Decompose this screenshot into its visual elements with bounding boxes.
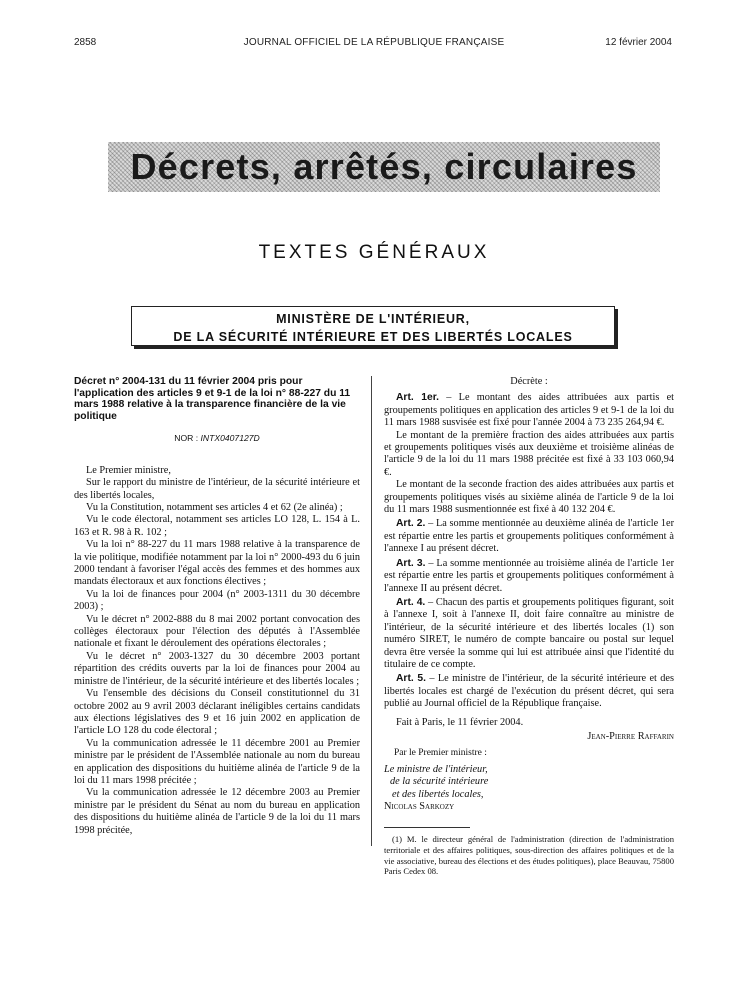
nor-reference	[74, 432, 360, 444]
ministry-box	[131, 306, 615, 346]
preamble-paragraph: Vu le code électoral, notamment ses articles LO 128, L. 154 à L. 163 et R. 98 à R. 102 ;	[74, 514, 360, 538]
article-label: Art. 5.	[396, 673, 426, 685]
preamble-paragraph: Vu le décret n° 2002-888 du 8 mai 2002 portant convocation des collèges électoraux pour l'élection des députés à l'Assemblée nationale et fixant le déroulement des opérations électorales ;	[74, 613, 360, 650]
minister-title-line: et des libertés locales,	[392, 788, 484, 800]
ministry-line-1: MINISTÈRE DE L'INTÉRIEUR,	[276, 312, 470, 326]
signing-place-date: Fait à Paris, le 11 février 2004.	[396, 716, 524, 728]
footnote-rule	[384, 827, 470, 828]
minister-signature: Nicolas Sarkozy	[384, 801, 455, 812]
journal-title: JOURNAL OFFICIEL DE LA RÉPUBLIQUE FRANÇAISE	[243, 37, 505, 48]
article-text: – Le ministre de l'intérieur, de la sécurité intérieure et des libertés locales est chargé de l'exécution du présent décret, qui sera publié au Journal officiel de la République française.	[384, 673, 675, 710]
decrete-heading: Décrète :	[510, 376, 548, 387]
article-text: – La somme mentionnée au deuxième alinéa de l'article 1er est répartie entre les partis et groupements politiques conformément à l'annexe I au présent décret.	[384, 518, 675, 555]
preamble-paragraph: Vu la communication adressée le 11 décembre 2001 au Premier ministre par le président de l'Assemblée nationale au nom du bureau en application des dispositions du huitième alinéa de l'article 9 de la loi du 11 mars 1998 précitée ;	[74, 737, 360, 786]
running-header	[0, 33, 748, 49]
article-1-paragraph-3: Le montant de la seconde fraction des aides attribuées aux partis et groupements politiques visés au sixième alinéa de l'article 9 de la loi du 11 mars 1988 susmentionnée est fixé à 40 132 204 €.	[384, 479, 674, 516]
preamble-paragraph: Vu la loi de finances pour 2004 (n° 2003-1311 du 30 décembre 2003) ;	[74, 588, 360, 613]
article-1-paragraph-2: Le montant de la première fraction des aides attribuées aux partis et groupements politiques visés aux deuxième et troisième alinéas de l'article 9 de la loi du 11 mars 1988 précitée est fixé à 33 103 060,94 €.	[384, 429, 674, 478]
preamble-paragraph: Vu la loi n° 88-227 du 11 mars 1988 relative à la transparence de la vie politique, modifiée notamment par la loi n° 2000-493 du 6 juin 2000 tendant à favoriser l'égal accès des femmes et des hommes aux mandats électoraux et aux fonctions électives ;	[74, 539, 360, 588]
issue-date: 12 février 2004	[605, 37, 672, 48]
preamble-paragraph: Le Premier ministre,	[86, 464, 171, 476]
article-4	[384, 597, 674, 671]
article-1	[384, 392, 674, 429]
countersign-label: Par le Premier ministre :	[394, 748, 487, 759]
minister-title-line: Le ministre de l'intérieur,	[384, 763, 488, 775]
section-banner	[108, 142, 660, 192]
left-column	[74, 376, 360, 837]
article-label: Art. 3.	[396, 557, 426, 569]
article-label: Art. 4.	[396, 596, 426, 608]
footnote: (1) M. le directeur général de l'administration (direction de l'administration territoriale et des affaires politiques, sous-direction des affaires politiques et de la vie associative, bureau des élections et des études politiques), place Beauvau, 75800 Paris Cedex 08.	[384, 834, 674, 877]
page-number: 2858	[74, 37, 97, 48]
preamble-paragraph: Vu la communication adressée le 12 décembre 2003 au Premier ministre par le président du Sénat au nom du bureau en application des dispositions du huitième alinéa de l'article 9 de la loi du 11 mars 1998 précitée,	[74, 787, 360, 836]
preamble-paragraph: Sur le rapport du ministre de l'intérieur, de la sécurité intérieure et des libertés locales,	[74, 477, 360, 501]
article-2	[384, 518, 674, 555]
article-3	[384, 558, 674, 595]
prime-minister-signature: Jean-Pierre Raffarin	[587, 730, 674, 742]
preamble-paragraph: Vu la Constitution, notamment ses articles 4 et 62 (2e alinéa) ;	[86, 502, 343, 513]
preamble-paragraph: Vu le décret n° 2003-1327 du 30 décembre 2003 portant répartition des crédits ouverts par la loi de finances pour 2004 au ministre de l'intérieur, de la sécurité intérieure et des libertés locales ;	[74, 650, 360, 687]
preamble-paragraph: Vu l'ensemble des décisions du Conseil constitutionnel du 31 octobre 2002 au 9 avril 2003 déclarant inéligibles certains candidats aux élections législatives des 9 et 16 juin 2002 en application de l'article LO 128 du code électoral ;	[74, 688, 360, 737]
article-text: – Chacun des partis et groupements politiques figurant, soit à l'annexe I, soit à l'annexe II, doit faire connaître au ministre de l'intérieur, de la sécurité intérieure et des libertés locales (1) son numéro SIRET, le numéro de compte bancaire ou postal sur lequel devra être versée la somme qui lui est attribuée ainsi que l'identité du titulaire de ce compte.	[384, 596, 674, 670]
article-text: – Le montant des aides attribuées aux partis et groupements politiques en application des articles 9 et 9-1 de la loi du 11 mars 1988 susvisée est fixé pour l'année 2004 à 73 235 264,94 €.	[384, 392, 674, 429]
nor-label: NOR :	[174, 433, 199, 444]
minister-title-line: de la sécurité intérieure	[390, 776, 489, 788]
article-text: – La somme mentionnée au troisième alinéa de l'article 1er est répartie entre les partis et groupements politiques conformément à l'annexe II au présent décret.	[384, 557, 675, 594]
article-label: Art. 1er.	[396, 392, 440, 404]
article-5	[384, 673, 674, 710]
decree-title: Décret n° 2004-131 du 11 février 2004 pris pour l'application des articles 9 et 9-1 de la loi n° 88-227 du 11 mars 1988 relative à la transparence financière de la vie politique	[74, 376, 351, 422]
nor-code: INTX0407127D	[200, 433, 260, 444]
column-divider	[371, 376, 372, 846]
minister-block	[384, 764, 674, 814]
section-title: TEXTES GÉNÉRAUX	[258, 242, 490, 263]
right-column	[384, 376, 674, 877]
banner-title: Décrets, arrêtés, circulaires	[130, 146, 638, 187]
ministry-line-2: DE LA SÉCURITÉ INTÉRIEURE ET DES LIBERTÉS LOCALES	[173, 330, 573, 344]
article-label: Art. 2.	[396, 518, 426, 530]
